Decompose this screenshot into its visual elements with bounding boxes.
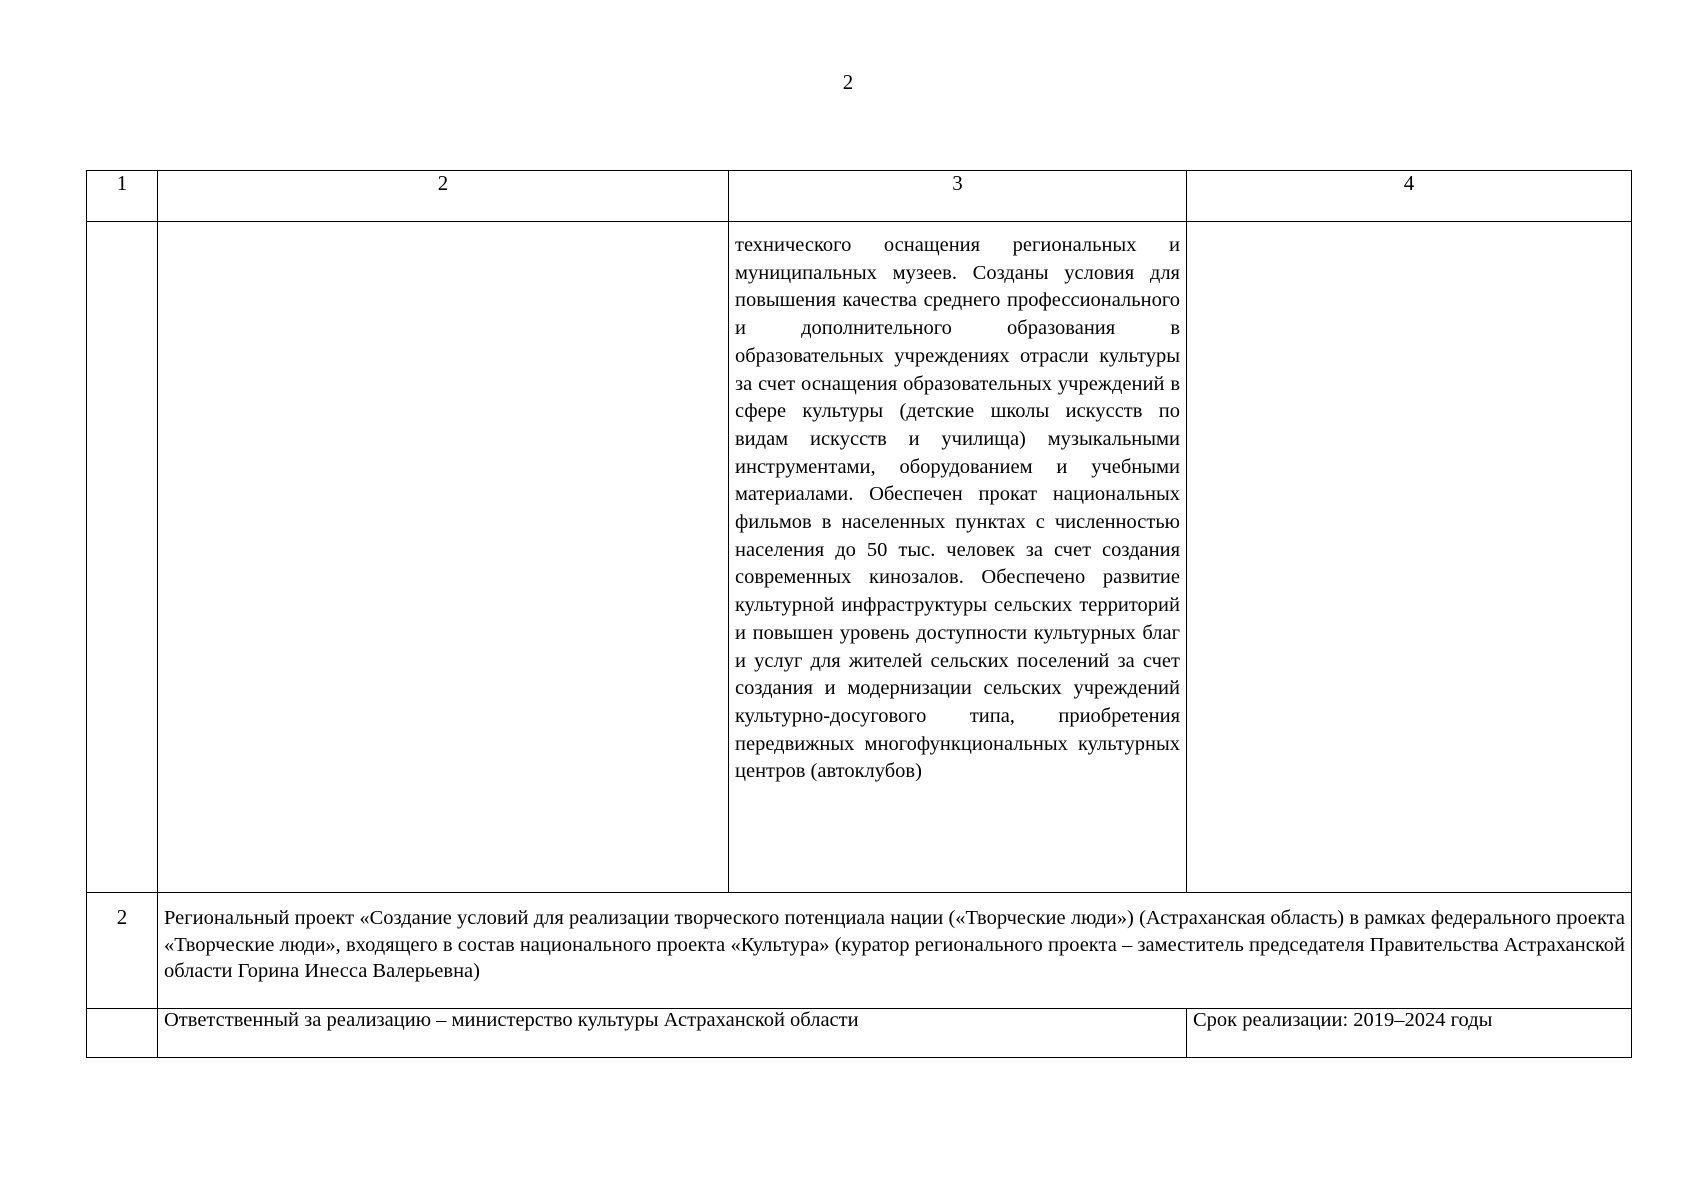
program-table bbox=[86, 170, 1632, 1058]
row-number: 2 bbox=[87, 893, 158, 1009]
empty-cell bbox=[87, 1009, 158, 1058]
regional-project-description: Региональный проект «Создание условий для реализации творческого потенциала нации («Творческие люди») (Астраханская область) в рамках федерального проекта «Творческие люди», входящего в состав национального проекта «Культура» (куратор регионального проекта – заместитель председателя Правительства Астраханской области Горина Инесса Валерьевна) bbox=[158, 893, 1632, 1009]
table-row bbox=[87, 1009, 1632, 1058]
page-number: 2 bbox=[842, 70, 854, 94]
empty-cell bbox=[87, 222, 158, 893]
responsible-cell: Ответственный за реализацию – министерство культуры Астраханской области bbox=[158, 1009, 1187, 1058]
column-header-4: 4 bbox=[1187, 171, 1632, 222]
deadline-cell: Срок реализации: 2019–2024 годы bbox=[1187, 1009, 1632, 1058]
column-header-3: 3 bbox=[729, 171, 1187, 222]
table-row bbox=[87, 893, 1632, 1009]
continuation-text-cell: технического оснащения региональных и муниципальных музеев. Созданы условия для повышения качества среднего профессионального и дополнительного образования в образовательных учреждениях отрасли культуры за счет оснащения образовательных учреждений в сфере культуры (детские школы искусств по видам искусств и училища) музыкальными инструментами, оборудованием и учебными материалами. Обеспечен прокат национальных фильмов в населенных пунктах с численностью населения до 50 тыс. человек за счет создания современных кинозалов. Обеспечено развитие культурной инфраструктуры сельских территорий и повышен уровень доступности культурных благ и услуг для жителей сельских поселений за счет создания и модернизации сельских учреждений культурно-досугового типа, приобретения передвижных многофункциональных культурных центров (автоклубов) bbox=[729, 222, 1187, 893]
empty-cell bbox=[158, 222, 729, 893]
column-header-2: 2 bbox=[158, 171, 729, 222]
column-header-1: 1 bbox=[87, 171, 158, 222]
table-header-row bbox=[87, 171, 1632, 222]
table-row bbox=[87, 222, 1632, 893]
empty-cell bbox=[1187, 222, 1632, 893]
